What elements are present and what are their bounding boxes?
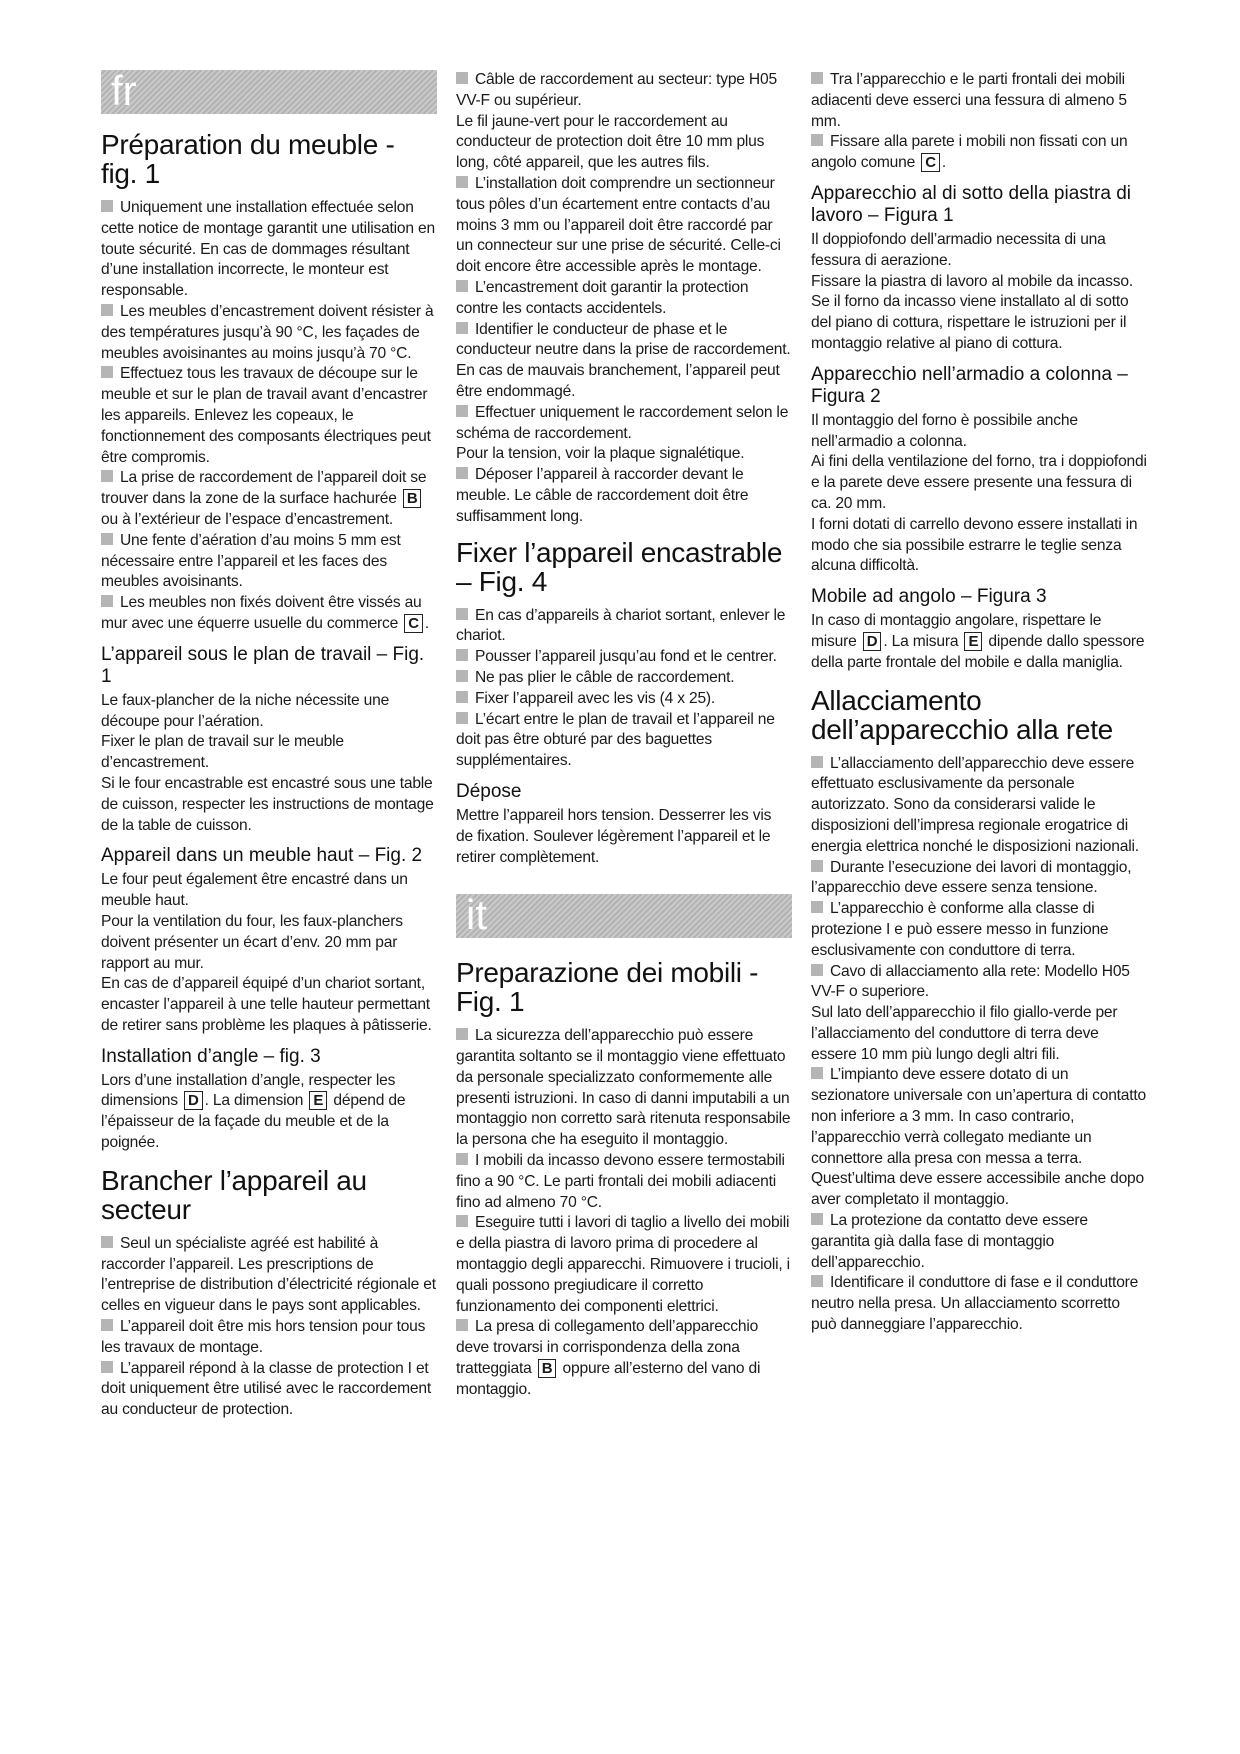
- bullet-paragraph: L’écart entre le plan de travail et l’appareil ne doit pas être obturé par des baguettes supplémentaires.: [456, 710, 775, 770]
- paragraph: Ai fini della ventilazione del forno, tra i doppiofondi e la parete deve essere presente una fessura di ca. 20 mm.: [811, 453, 1147, 512]
- bullet-paragraph: La presa di collegamento dell’apparecchio deve trovarsi in corrispondenza della zona tratteggiata B oppure all’esterno del vano di montaggio.: [456, 1318, 761, 1398]
- bullet-square-icon: [811, 1213, 823, 1225]
- bullet-square-icon: [811, 964, 823, 976]
- bullet-paragraph: Identificare il conduttore di fase e il conduttore neutro nella presa. Un allacciamento scorretto può danneggiare l’apparecchio.: [811, 1274, 1139, 1334]
- paragraph: In caso di montaggio angolare, rispettare le misure D . La misura E dipende dallo spessore della parte frontale del mobile e dalla maniglia.: [811, 612, 1145, 671]
- bullet-paragraph: Effectuez tous les travaux de découpe sur le meuble et sur le plan de travail avant d’encastrer les appareils. Enlevez les copeaux, le fonctionnement des composants électriques peut être compromis.: [101, 365, 431, 466]
- heading-electrical-connection: Brancher l’appareil au secteur: [101, 1164, 367, 1225]
- label-box-e: E: [964, 632, 982, 651]
- label-box-d: D: [863, 632, 882, 651]
- heading-tall-unit: Appareil dans un meuble haut – Fig. 2: [101, 845, 423, 867]
- bullet-paragraph: Fixer l’appareil avec les vis (4 x 25).: [456, 689, 792, 710]
- bullet-paragraph: La sicurezza dell’apparecchio può essere garantita soltanto se il montaggio viene effettuato da personale specializzato conformemente alle presenti istruzioni. In caso di danni imputabili a un montaggio non corretto sarà ritenuta responsabile la persona che ha eseguito il montaggio.: [456, 1027, 791, 1149]
- column-it: [811, 70, 1147, 1336]
- paragraph: Il montaggio del forno è possibile anche nell’armadio a colonna.: [811, 411, 1078, 450]
- bullet-square-icon: [456, 176, 468, 188]
- bullet-square-icon: [456, 691, 468, 703]
- column-middle: [456, 70, 792, 1401]
- bullet-paragraph: Câble de raccordement au secteur: type H05 VV-F ou supérieur.: [456, 71, 777, 109]
- bullet-square-icon: [811, 72, 823, 84]
- bullet-square-icon: [456, 712, 468, 724]
- bullet-square-icon: [811, 134, 823, 146]
- heading-electrical-connection-it: Allacciamento dell’apparecchio alla rete: [811, 684, 1113, 745]
- bullet-square-icon: [456, 1153, 468, 1165]
- bullet-square-icon: [101, 1236, 113, 1248]
- column-fr: [101, 67, 437, 1421]
- bullet-square-icon: [101, 1361, 113, 1373]
- paragraph: En cas de d’appareil équipé d’un chariot sortant, encaster l’appareil à une telle hauteur permettant de retirer sans problème les plaques à pâtisserie.: [101, 975, 432, 1034]
- bullet-square-icon: [456, 405, 468, 417]
- paragraph: Fixer le plan de travail sur le meuble d’encastrement.: [101, 733, 344, 772]
- heading-under-worktop-it: Apparecchio al di sotto della piastra di lavoro – Figura 1: [811, 182, 1132, 226]
- bullet-square-icon: [456, 649, 468, 661]
- label-box-b: B: [538, 1359, 557, 1378]
- label-box-c: C: [921, 153, 940, 172]
- bullet-square-icon: [101, 533, 113, 545]
- bullet-paragraph: L’impianto deve essere dotato di un sezionatore universale con un’apertura di contatto non inferiore a 3 mm. In caso contrario, l’apparecchio verrà collegato mediante un connettore alla presa con messa a terra. Quest’ultima deve essere accessibile anche dopo aver completato il montaggio.: [811, 1066, 1147, 1209]
- paragraph: Se il forno da incasso viene installato al di sotto del piano di cottura, rispettare le istruzioni per il montaggio relative al piano di cottura.: [811, 293, 1129, 352]
- bullet-paragraph: Identifier le conducteur de phase et le conducteur neutre dans la prise de raccordement. En cas de mauvais branchement, l’appareil peut être endommagé.: [456, 320, 791, 400]
- bullet-square-icon: [101, 366, 113, 378]
- bullet-paragraph: Seul un spécialiste agréé est habilité à raccorder l’appareil. Les prescriptions de l’entreprise de distribution d’électricité régionale et celles en vigueur dans le pays sont applicables.: [101, 1234, 436, 1315]
- bullet-square-icon: [101, 200, 113, 212]
- label-box-d: D: [184, 1091, 203, 1110]
- bullet-paragraph: Eseguire tutti i lavori di taglio a livello dei mobili e della piastra di lavoro prima di procedere al montaggio degli apparecchi. Rimuovere i trucioli, i quali possono pregiudicare il corretto funzionamento dei componenti elettrici.: [456, 1214, 790, 1315]
- paragraph: Pour la tension, voir la plaque signalétique.: [456, 445, 745, 463]
- bullet-square-icon: [811, 1067, 823, 1079]
- bullet-paragraph: L’apparecchio è conforme alla classe di protezione I e può essere messo in funzione esclusivamente con conduttore di terra.: [811, 900, 1109, 959]
- language-code: fr: [111, 67, 137, 114]
- bullet-square-icon: [811, 756, 823, 768]
- paragraph: Mettre l’appareil hors tension. Desserrer les vis de fixation. Soulever légèrement l’appareil et le retirer complètement.: [456, 806, 772, 866]
- bullet-square-icon: [101, 470, 113, 482]
- bullet-square-icon: [456, 1319, 468, 1331]
- paragraph: Pour la ventilation du four, les faux-planchers doivent présenter un écart d’env. 20 mm par rapport au mur.: [101, 912, 403, 972]
- bullet-square-icon: [456, 467, 468, 479]
- heading-corner-unit-it: Mobile ad angolo – Figura 3: [811, 586, 1047, 608]
- bullet-paragraph: Durante l’esecuzione dei lavori di montaggio, l’apparecchio deve essere senza tensione.: [811, 858, 1132, 897]
- paragraph: Le faux-plancher de la niche nécessite une découpe pour l’aération.: [101, 691, 390, 730]
- bullet-square-icon: [101, 304, 113, 316]
- label-box-e: E: [309, 1091, 327, 1110]
- heading-furniture-preparation: Préparation du meuble - fig. 1: [101, 129, 395, 189]
- bullet-paragraph: Fissare alla parete i mobili non fissati con un angolo comune C .: [811, 133, 1128, 172]
- bullet-square-icon: [456, 670, 468, 682]
- bullet-paragraph: La prise de raccordement de l’appareil doit se trouver dans la zone de la surface hachurée B ou à l’extérieur de l’espace d’encastrement.: [101, 469, 427, 528]
- paragraph: Il doppiofondo dell’armadio necessita di una fessura di aerazione.: [811, 230, 1106, 269]
- bullet-paragraph: Tra l’apparecchio e le parti frontali dei mobili adiacenti deve esserci una fessura di almeno 5 mm.: [811, 71, 1127, 130]
- bullet-paragraph: Cavo di allacciamento alla rete: Modello H05 VV-F o superiore.: [811, 962, 1130, 1001]
- bullet-paragraph: Les meubles d’encastrement doivent résister à des températures jusqu’à 90 °C, les façades de meubles avoisinantes au moins jusqu’à 70 °C.: [101, 302, 434, 362]
- bullet-paragraph: En cas d’appareils à chariot sortant, enlever le chariot.: [456, 606, 786, 645]
- paragraph: Fissare la piastra di lavoro al mobile da incasso.: [811, 272, 1133, 290]
- bullet-paragraph: Une fente d’aération d’au moins 5 mm est nécessaire entre l’appareil et les faces des meubles avoisinants.: [101, 531, 401, 591]
- heading-corner-installation: Installation d’angle – fig. 3: [101, 1045, 321, 1067]
- bullet-square-icon: [456, 608, 468, 620]
- heading-furniture-preparation-it: Preparazione dei mobili - Fig. 1: [456, 957, 759, 1018]
- bullet-paragraph: Les meubles non fixés doivent être vissés au mur avec une équerre usuelle du commerce C .: [101, 594, 430, 632]
- paragraph: Le fil jaune-vert pour le raccordement au conducteur de protection doit être 10 mm plus long, côté appareil, que les autres fils.: [456, 112, 765, 172]
- paragraph: I forni dotati di carrello devono essere installati in modo che sia possibile estrarre le teglie senza alcuna difficoltà.: [811, 515, 1138, 575]
- heading-under-worktop: L’appareil sous le plan de travail – Fig. 1: [101, 643, 425, 687]
- language-banner-fr: [101, 67, 437, 114]
- bullet-paragraph: L’installation doit comprendre un sectionneur tous pôles d’un écartement entre contacts d’au moins 3 mm ou l’appareil doit être raccordé par un connecteur sur une prise de sécurité. Celle-ci doit encore être accessible après le montage.: [456, 174, 781, 276]
- bullet-square-icon: [456, 1028, 468, 1040]
- paragraph: Si le four encastrable est encastré sous une table de cuisson, respecter les instructions de montage de la table de cuisson.: [101, 774, 434, 834]
- bullet-square-icon: [456, 72, 468, 84]
- bullet-paragraph: La protezione da contatto deve essere garantita già dalla fase di montaggio dell’apparecchio.: [811, 1212, 1088, 1271]
- label-box-b: B: [403, 489, 422, 508]
- paragraph: Le four peut également être encastré dans un meuble haut.: [101, 871, 408, 910]
- bullet-square-icon: [811, 901, 823, 913]
- bullet-paragraph: I mobili da incasso devono essere termostabili fino a 90 °C. Le parti frontali dei mobili adiacenti fino ad almeno 70 °C.: [456, 1152, 785, 1211]
- bullet-paragraph: Ne pas plier le câble de raccordement.: [456, 668, 792, 689]
- bullet-square-icon: [456, 322, 468, 334]
- bullet-paragraph: L’appareil répond à la classe de protection I et doit uniquement être utilisé avec le raccordement au conducteur de protection.: [101, 1359, 431, 1419]
- label-box-c: C: [404, 614, 423, 633]
- heading-removal: Dépose: [456, 780, 522, 802]
- language-banner-it: [456, 891, 792, 939]
- bullet-paragraph: Uniquement une installation effectuée selon cette notice de montage garantit une utilisation en toute sécurité. En cas de dommages résultant d’une installation incorrecte, le monteur est responsable.: [101, 199, 435, 300]
- bullet-paragraph: Effectuer uniquement le raccordement selon le schéma de raccordement.: [456, 403, 789, 442]
- bullet-square-icon: [101, 595, 113, 607]
- bullet-square-icon: [456, 1215, 468, 1227]
- bullet-paragraph: L’appareil doit être mis hors tension pour tous les travaux de montage.: [101, 1318, 426, 1356]
- bullet-paragraph: L’encastrement doit garantir la protection contre les contacts accidentels.: [456, 278, 749, 317]
- heading-fix-appliance: Fixer l’appareil encastrable – Fig. 4: [456, 536, 783, 597]
- bullet-paragraph: L’allacciamento dell’apparecchio deve essere effettuato esclusivamente da personale autorizzato. Sono da considerarsi valide le disposizioni dell’impresa regionale erogatrice di energia elettrica nonché le disposizioni nazionali.: [811, 754, 1139, 855]
- bullet-paragraph: Pousser l’appareil jusqu’au fond et le centrer.: [456, 647, 792, 668]
- paragraph: Sul lato dell’apparecchio il filo giallo-verde per l’allacciamento del conduttore di terra deve essere 10 mm più lungo degli altri fili.: [811, 1004, 1118, 1063]
- bullet-paragraph: Déposer l’appareil à raccorder devant le meuble. Le câble de raccordement doit être suffisamment long.: [456, 466, 749, 525]
- bullet-square-icon: [456, 280, 468, 292]
- bullet-square-icon: [101, 1319, 113, 1331]
- paragraph: Lors d’une installation d’angle, respecter les dimensions D . La dimension E dépend de l’épaisseur de la façade du meuble et de la poignée.: [101, 1071, 406, 1152]
- bullet-square-icon: [811, 860, 823, 872]
- language-code: it: [466, 891, 487, 939]
- bullet-square-icon: [811, 1275, 823, 1287]
- heading-column-unit-it: Apparecchio nell’armadio a colonna – Figura 2: [811, 363, 1128, 407]
